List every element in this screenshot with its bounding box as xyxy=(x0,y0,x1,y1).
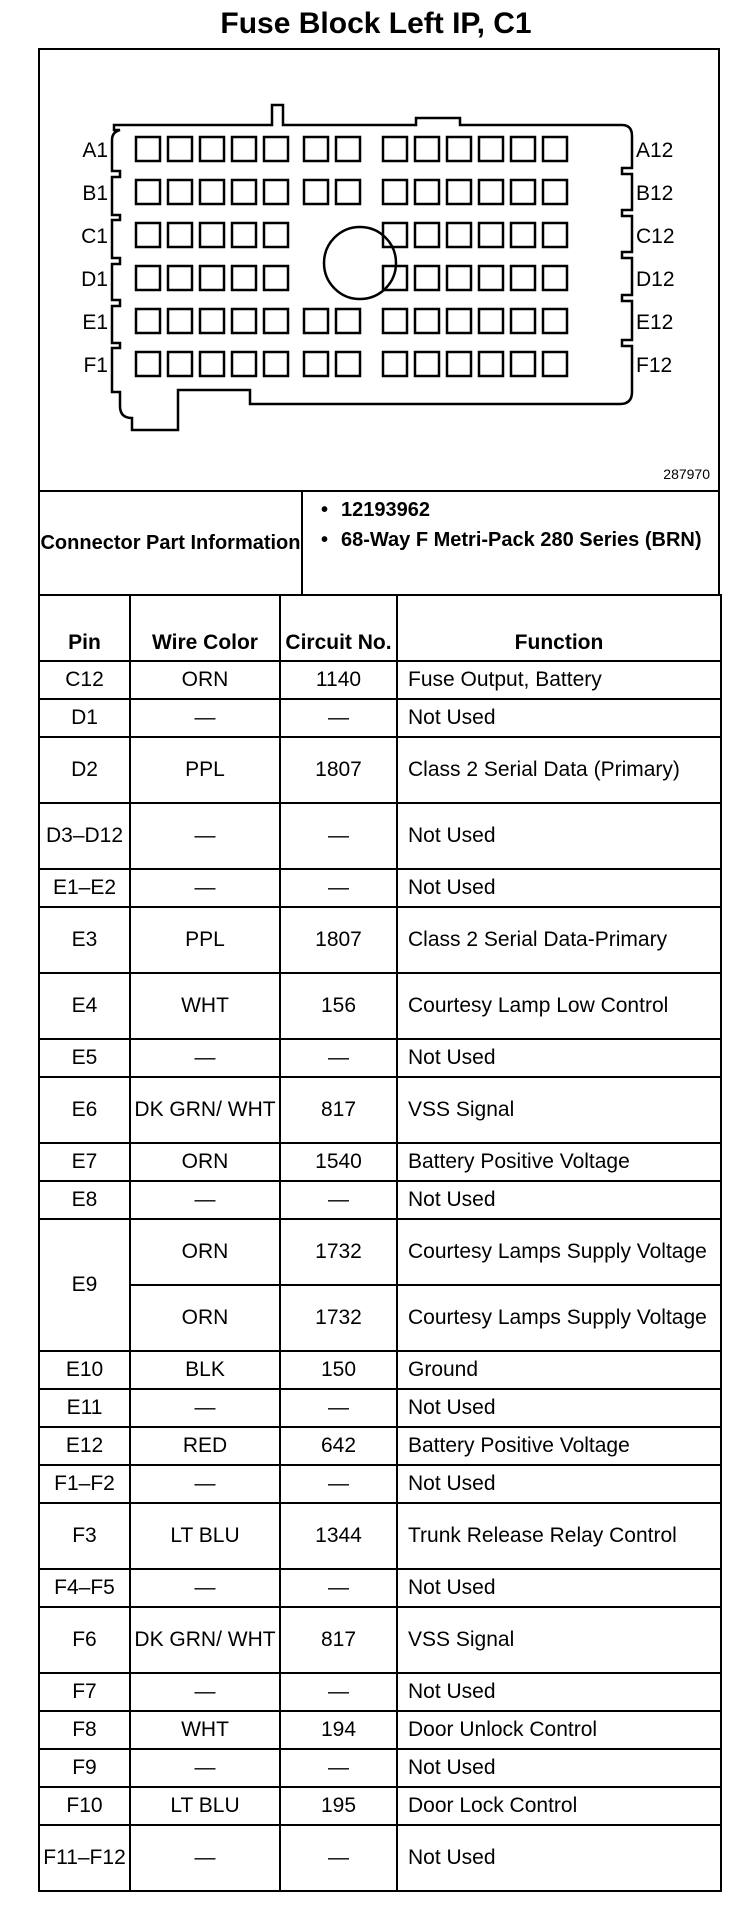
pin-cell: F11–F12 xyxy=(39,1825,130,1891)
cavity xyxy=(415,223,439,247)
function-cell: Battery Positive Voltage xyxy=(397,1143,721,1181)
cavity xyxy=(447,223,471,247)
pin-cell: F10 xyxy=(39,1787,130,1825)
circuit-number-cell: — xyxy=(280,699,397,737)
cavity xyxy=(479,309,503,333)
row-labels xyxy=(81,139,674,377)
wire-color-cell: — xyxy=(130,1673,280,1711)
pin-cell: F6 xyxy=(39,1607,130,1673)
cavity xyxy=(415,266,439,290)
cavity xyxy=(383,137,407,161)
row-label: C12 xyxy=(636,225,675,248)
table-row xyxy=(39,973,721,1039)
cavity xyxy=(200,309,224,333)
function-cell: Trunk Release Relay Control xyxy=(397,1503,721,1569)
cavity xyxy=(543,309,567,333)
cavity xyxy=(543,137,567,161)
cavity xyxy=(168,223,192,247)
function-cell: Not Used xyxy=(397,803,721,869)
circuit-number-cell: — xyxy=(280,1465,397,1503)
cavity xyxy=(200,180,224,204)
table-row xyxy=(39,1607,721,1673)
cavity xyxy=(168,137,192,161)
wire-color-cell: — xyxy=(130,1039,280,1077)
cavity xyxy=(511,352,535,376)
row-label: F12 xyxy=(636,354,673,377)
cavity xyxy=(336,180,360,204)
circuit-number-cell: — xyxy=(280,1825,397,1891)
cavity xyxy=(447,266,471,290)
table-header-row xyxy=(39,595,721,661)
cavity-grid xyxy=(136,137,567,376)
function-cell: Fuse Output, Battery xyxy=(397,661,721,699)
wire-color-cell: — xyxy=(130,699,280,737)
cavity xyxy=(447,352,471,376)
function-cell: Ground xyxy=(397,1351,721,1389)
function-cell: Not Used xyxy=(397,1465,721,1503)
row-label: B12 xyxy=(636,182,674,205)
wire-color-cell: ORN xyxy=(130,1219,280,1285)
function-cell: Not Used xyxy=(397,1749,721,1787)
row-label: D12 xyxy=(636,268,675,291)
function-cell: Not Used xyxy=(397,1825,721,1891)
wire-color-cell: — xyxy=(130,869,280,907)
connector-info-values xyxy=(303,492,718,594)
header-function: Function xyxy=(397,595,721,661)
circuit-number-cell: 194 xyxy=(280,1711,397,1749)
cavity xyxy=(479,266,503,290)
cavity xyxy=(136,180,160,204)
wire-color-cell: LT BLU xyxy=(130,1503,280,1569)
cavity xyxy=(200,137,224,161)
wire-color-cell: DK GRN/ WHT xyxy=(130,1077,280,1143)
pin-cell: F1–F2 xyxy=(39,1465,130,1503)
cavity xyxy=(479,137,503,161)
cavity xyxy=(232,352,256,376)
cavity xyxy=(447,309,471,333)
cavity xyxy=(543,223,567,247)
pin-cell: E5 xyxy=(39,1039,130,1077)
wire-color-cell: — xyxy=(130,1825,280,1891)
cavity xyxy=(415,352,439,376)
cavity xyxy=(479,223,503,247)
cavity xyxy=(304,352,328,376)
circuit-number-cell: 642 xyxy=(280,1427,397,1465)
row-label: A1 xyxy=(82,139,108,162)
circuit-number-cell: — xyxy=(280,1673,397,1711)
wire-color-cell: LT BLU xyxy=(130,1787,280,1825)
function-cell: Not Used xyxy=(397,1039,721,1077)
wire-color-cell: — xyxy=(130,1569,280,1607)
cavity xyxy=(200,223,224,247)
cavity xyxy=(511,223,535,247)
cavity xyxy=(232,223,256,247)
connector-description: • 68-Way F Metri-Pack 280 Series (BRN) xyxy=(341,528,718,552)
cavity xyxy=(168,180,192,204)
table-row xyxy=(39,1181,721,1219)
circuit-number-cell: — xyxy=(280,803,397,869)
function-cell: Not Used xyxy=(397,1181,721,1219)
cavity xyxy=(383,180,407,204)
wire-color-cell: — xyxy=(130,1749,280,1787)
wire-color-cell: WHT xyxy=(130,1711,280,1749)
function-cell: Courtesy Lamp Low Control xyxy=(397,973,721,1039)
connector-part-info xyxy=(38,490,720,594)
wire-color-cell: — xyxy=(130,803,280,869)
function-cell: Door Unlock Control xyxy=(397,1711,721,1749)
cavity xyxy=(336,352,360,376)
table-row xyxy=(39,1465,721,1503)
cavity xyxy=(543,352,567,376)
circuit-number-cell: — xyxy=(280,1749,397,1787)
cavity xyxy=(383,309,407,333)
pin-cell: F7 xyxy=(39,1673,130,1711)
wire-color-cell: DK GRN/ WHT xyxy=(130,1607,280,1673)
wire-color-cell: PPL xyxy=(130,907,280,973)
table-row xyxy=(39,1427,721,1465)
cavity xyxy=(136,223,160,247)
cavity xyxy=(415,137,439,161)
cavity xyxy=(232,137,256,161)
function-cell: Not Used xyxy=(397,1673,721,1711)
circuit-number-cell: — xyxy=(280,1181,397,1219)
wire-color-cell: — xyxy=(130,1181,280,1219)
pin-cell: E12 xyxy=(39,1427,130,1465)
row-label: E12 xyxy=(636,311,674,334)
pin-cell: E1–E2 xyxy=(39,869,130,907)
circuit-number-cell: — xyxy=(280,1039,397,1077)
wire-color-cell: PPL xyxy=(130,737,280,803)
cavity xyxy=(136,266,160,290)
circuit-number-cell: — xyxy=(280,1389,397,1427)
pin-cell: D1 xyxy=(39,699,130,737)
pin-cell: E10 xyxy=(39,1351,130,1389)
table-row xyxy=(39,1673,721,1711)
cavity xyxy=(511,137,535,161)
pin-cell: D2 xyxy=(39,737,130,803)
table-row xyxy=(39,1285,721,1351)
cavity xyxy=(232,309,256,333)
wire-color-cell: ORN xyxy=(130,661,280,699)
cavity xyxy=(264,352,288,376)
page-title: Fuse Block Left IP, C1 xyxy=(220,7,532,40)
circuit-number-cell: 1807 xyxy=(280,907,397,973)
cavity xyxy=(136,137,160,161)
header-circuit-no: Circuit No. xyxy=(280,595,397,661)
cavity xyxy=(511,266,535,290)
pin-cell: E7 xyxy=(39,1143,130,1181)
part-number: • 12193962 xyxy=(341,498,718,522)
cavity xyxy=(264,137,288,161)
header-wire-color: Wire Color xyxy=(130,595,280,661)
row-label: B1 xyxy=(82,182,108,205)
table-row xyxy=(39,803,721,869)
wire-color-cell: BLK xyxy=(130,1351,280,1389)
function-cell: Battery Positive Voltage xyxy=(397,1427,721,1465)
row-label: C1 xyxy=(81,225,108,248)
wire-color-cell: — xyxy=(130,1389,280,1427)
circuit-number-cell: 195 xyxy=(280,1787,397,1825)
table-row xyxy=(39,699,721,737)
pin-cell: E4 xyxy=(39,973,130,1039)
cavity xyxy=(479,352,503,376)
cavity xyxy=(543,180,567,204)
cavity xyxy=(415,180,439,204)
function-cell: Class 2 Serial Data (Primary) xyxy=(397,737,721,803)
cavity xyxy=(168,266,192,290)
function-cell: Not Used xyxy=(397,699,721,737)
table-row xyxy=(39,1219,721,1285)
cavity xyxy=(383,223,407,247)
cavity xyxy=(264,309,288,333)
cavity xyxy=(264,223,288,247)
circuit-number-cell: — xyxy=(280,869,397,907)
circuit-number-cell: 1732 xyxy=(280,1285,397,1351)
circuit-number-cell: 1140 xyxy=(280,661,397,699)
table-row xyxy=(39,1389,721,1427)
function-cell: Door Lock Control xyxy=(397,1787,721,1825)
circuit-number-cell: 1540 xyxy=(280,1143,397,1181)
cavity xyxy=(168,309,192,333)
pin-cell: F4–F5 xyxy=(39,1569,130,1607)
cavity xyxy=(511,309,535,333)
function-cell: Class 2 Serial Data-Primary xyxy=(397,907,721,973)
circuit-number-cell: — xyxy=(280,1569,397,1607)
pin-cell: C12 xyxy=(39,661,130,699)
function-cell: VSS Signal xyxy=(397,1607,721,1673)
cavity xyxy=(511,180,535,204)
table-row xyxy=(39,1749,721,1787)
function-cell: Courtesy Lamps Supply Voltage xyxy=(397,1285,721,1351)
cavity xyxy=(383,352,407,376)
cavity xyxy=(200,266,224,290)
pin-cell: F3 xyxy=(39,1503,130,1569)
cavity xyxy=(304,180,328,204)
connector-info-label: Connector Part Information xyxy=(40,492,303,594)
wire-color-cell: RED xyxy=(130,1427,280,1465)
table-row xyxy=(39,1077,721,1143)
pin-cell: E9 xyxy=(39,1219,130,1351)
connector-center-boss xyxy=(324,227,396,299)
cavity xyxy=(543,266,567,290)
pin-cell: E3 xyxy=(39,907,130,973)
pin-cell: E11 xyxy=(39,1389,130,1427)
circuit-number-cell: 817 xyxy=(280,1607,397,1673)
function-cell: Courtesy Lamps Supply Voltage xyxy=(397,1219,721,1285)
table-row xyxy=(39,1143,721,1181)
table-row xyxy=(39,1351,721,1389)
circuit-number-cell: 1732 xyxy=(280,1219,397,1285)
function-cell: Not Used xyxy=(397,1389,721,1427)
cavity xyxy=(447,180,471,204)
cavity xyxy=(232,180,256,204)
cavity xyxy=(304,137,328,161)
row-label: A12 xyxy=(636,139,674,162)
pin-cell: F8 xyxy=(39,1711,130,1749)
table-row xyxy=(39,661,721,699)
cavity xyxy=(304,309,328,333)
connector-outline xyxy=(112,105,632,430)
circuit-number-cell: 817 xyxy=(280,1077,397,1143)
connector-face-drawing xyxy=(40,50,718,492)
circuit-number-cell: 156 xyxy=(280,973,397,1039)
diagram-id: 287970 xyxy=(663,466,710,482)
function-cell: Not Used xyxy=(397,1569,721,1607)
table-row xyxy=(39,1711,721,1749)
table-row xyxy=(39,1787,721,1825)
pin-cell: E6 xyxy=(39,1077,130,1143)
wire-color-cell: ORN xyxy=(130,1285,280,1351)
table-row xyxy=(39,1503,721,1569)
cavity xyxy=(168,352,192,376)
table-row xyxy=(39,1569,721,1607)
row-label: D1 xyxy=(81,268,108,291)
table-row xyxy=(39,869,721,907)
cavity xyxy=(336,309,360,333)
cavity xyxy=(232,266,256,290)
wire-color-cell: — xyxy=(130,1465,280,1503)
table-row xyxy=(39,1825,721,1891)
cavity xyxy=(264,180,288,204)
circuit-number-cell: 1807 xyxy=(280,737,397,803)
wire-color-cell: ORN xyxy=(130,1143,280,1181)
cavity xyxy=(200,352,224,376)
cavity xyxy=(447,137,471,161)
cavity xyxy=(264,266,288,290)
row-label: E1 xyxy=(82,311,108,334)
table-row xyxy=(39,737,721,803)
pinout-table-body xyxy=(39,661,721,1891)
wire-color-cell: WHT xyxy=(130,973,280,1039)
connector-diagram xyxy=(38,48,720,490)
cavity xyxy=(415,309,439,333)
circuit-number-cell: 1344 xyxy=(280,1503,397,1569)
table-row xyxy=(39,1039,721,1077)
cavity xyxy=(479,180,503,204)
pin-cell: F9 xyxy=(39,1749,130,1787)
cavity xyxy=(136,309,160,333)
pinout-table xyxy=(38,594,722,1892)
table-row xyxy=(39,907,721,973)
function-cell: Not Used xyxy=(397,869,721,907)
row-label: F1 xyxy=(83,354,108,377)
cavity xyxy=(136,352,160,376)
header-pin: Pin xyxy=(39,595,130,661)
circuit-number-cell: 150 xyxy=(280,1351,397,1389)
function-cell: VSS Signal xyxy=(397,1077,721,1143)
pin-cell: E8 xyxy=(39,1181,130,1219)
cavity xyxy=(336,137,360,161)
pin-cell: D3–D12 xyxy=(39,803,130,869)
